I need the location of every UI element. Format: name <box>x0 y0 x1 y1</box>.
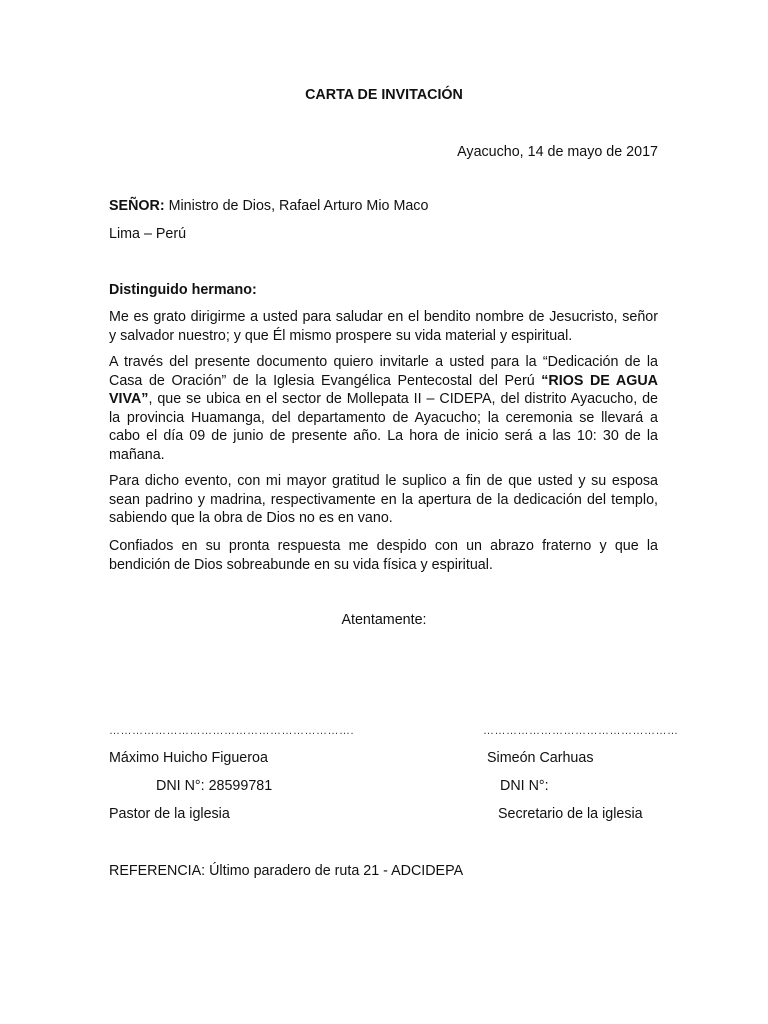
addressee-location: Lima – Perú <box>109 226 187 242</box>
paragraph-invitation-part1: A través del presente documento quiero invitarle a usted para la “Dedicación de la Casa de Oración” de la Iglesia Evangélica Pentecostal del Perú <box>109 354 658 389</box>
letter-date: Ayacucho, 14 de mayo de 2017 <box>457 144 658 160</box>
closing: Atentamente: <box>341 612 427 628</box>
paragraph-request: Para dicho evento, con mi mayor gratitud le suplico a fin de que usted y su esposa sean padrino y madrina, respectivamente en la apertura de la dedicación del templo, sabiendo que la obra de Dios no es en vano. <box>109 473 658 526</box>
paragraph-invitation-part2: , que se ubica en el sector de Mollepata II – CIDEPA, del distrito Ayacucho, de la provincia Huamanga, del departamento de Ayacucho; la ceremonia se llevará a cabo el día 09 de junio de presente año. La hora de inicio será a las 10: 30 de la mañana. <box>109 391 658 463</box>
paragraph-farewell: Confiados en su pronta respuesta me despido con un abrazo fraterno y que la bendición de Dios sobreabunde en su vida física y espiritual. <box>109 538 658 573</box>
letter-title: CARTA DE INVITACIÓN <box>305 87 463 103</box>
reference-note: REFERENCIA: Último paradero de ruta 21 - ADCIDEPA <box>109 863 464 879</box>
church-name: “RIOS DE AGUA VIVA” <box>109 372 658 407</box>
addressee-label: SEÑOR: <box>109 198 165 214</box>
paragraph-greeting: Me es grato dirigirme a usted para saludar en el bendito nombre de Jesucristo, señor y salvador nuestro; y que Él mismo prospere su vida material y espiritual. <box>109 309 658 344</box>
greeting: Distinguido hermano: <box>109 282 257 298</box>
signer-right-name: Simeón Carhuas <box>487 750 594 766</box>
signer-left-name: Máximo Huicho Figueroa <box>109 750 268 766</box>
paragraph-invitation <box>109 353 658 464</box>
addressee-name: Ministro de Dios, Rafael Arturo Mio Maco <box>164 198 429 214</box>
signature-line-right: …………………………………………… <box>483 725 679 737</box>
signer-right-dni: DNI N°: <box>500 778 549 794</box>
signer-right-role: Secretario de la iglesia <box>498 806 643 822</box>
addressee-line <box>109 197 428 216</box>
signer-left-role: Pastor de la iglesia <box>109 806 230 822</box>
signature-line-left: ………………………………………………………. <box>109 725 355 737</box>
signer-left-dni: DNI N°: 28599781 <box>156 778 273 794</box>
